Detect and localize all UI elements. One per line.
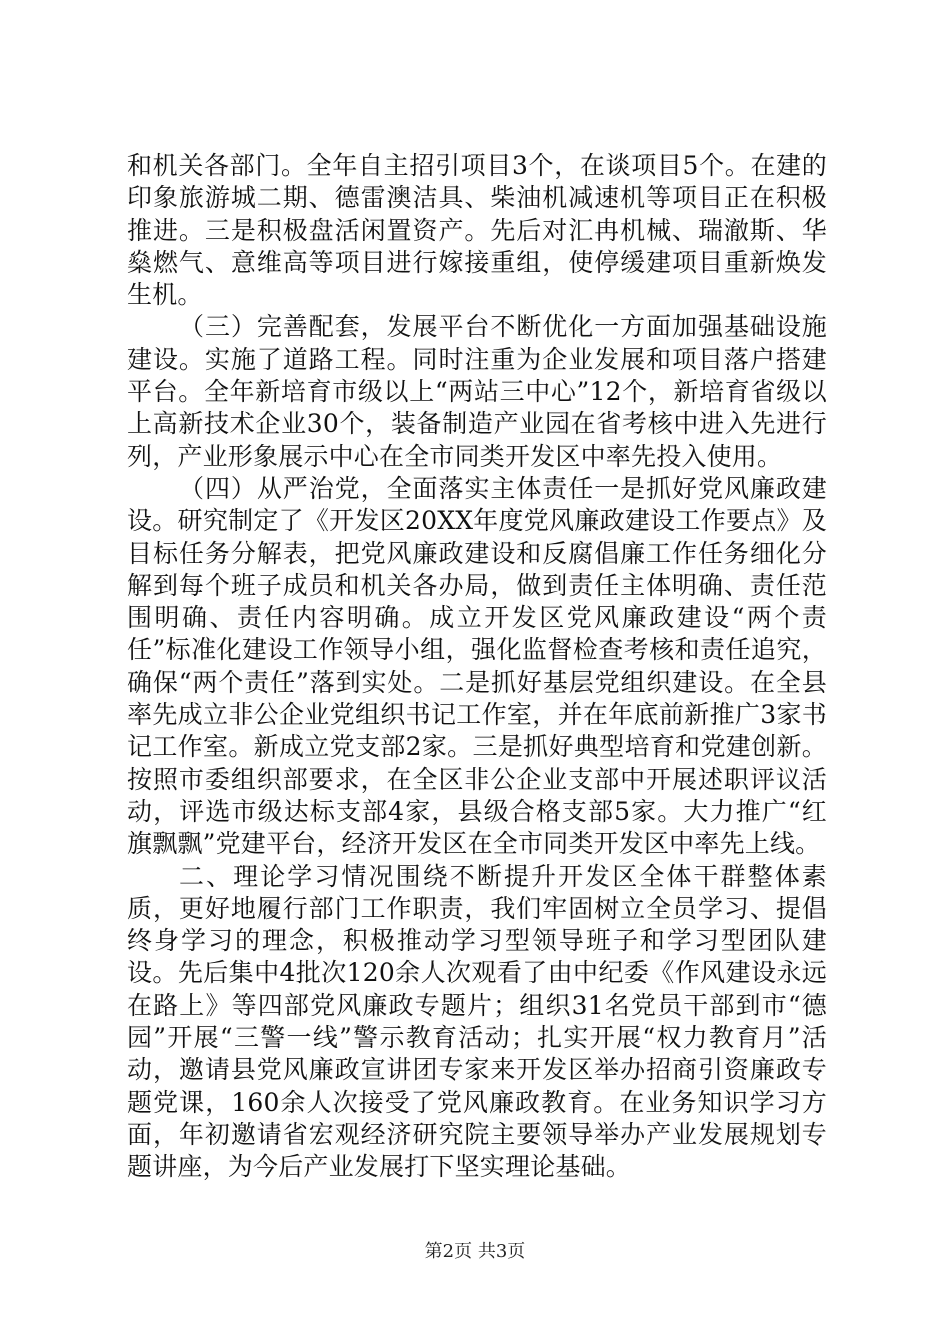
document-body (127, 150, 827, 1184)
paragraph-theory-study: 二、理论学习情况围绕不断提升开发区全体干群整体素质，更好地履行部门工作职责，我们牢固树立全员学习、提倡终身学习的理念，积极推动学习型领导班子和学习型团队建设。先后集中4批次120余人次观看了由中纪委《作风建设永远在路上》等四部党风廉政专题片；组织31名党员干部到市“德园”开展“三警一线”警示教育活动；扎实开展“权力教育月”活动，邀请县党风廉政宣讲团专家来开发区举办招商引资廉政专题党课，160余人次接受了党风廉政教育。在业务知识学习方面，年初邀请省宏观经济研究院主要领导举办产业发展规划专题讲座，为今后产业发展打下坚实理论基础。 (127, 861, 827, 1182)
paragraph-continuation: 和机关各部门。全年自主招引项目3个，在谈项目5个。在建的印象旅游城二期、德雷澳洁具、柴油机减速机等项目正在积极推进。三是积极盘活闲置资产。先后对汇冉机械、瑞澈斯、华燊燃气、意维高等项目进行嫁接重组，使停缓建项目重新焕发生机。 (127, 151, 827, 310)
paragraph-section-three: （三）完善配套，发展平台不断优化一方面加强基础设施建设。实施了道路工程。同时注重为企业发展和项目落户搭建平台。全年新培育市级以上“两站三中心”12个，新培育省级以上高新技术企业30个，装备制造产业园在省考核中进入先进行列，产业形象展示中心在全市同类开发区中率先投入使用。 (127, 312, 827, 471)
paragraph-section-four: （四）从严治党，全面落实主体责任一是抓好党风廉政建设。研究制定了《开发区20XX年度党风廉政建设工作要点》及目标任务分解表，把党风廉政建设和反腐倡廉工作任务细化分解到每个班子成员和机关各办局，做到责任主体明确、责任范围明确、责任内容明确。成立开发区党风廉政建设“两个责任”标准化建设工作领导小组，强化监督检查考核和责任追究，确保“两个责任”落到实处。二是抓好基层党组织建设。在全县率先成立非公企业党组织书记工作室，并在年底前新推广3家书记工作室。新成立党支部2家。三是抓好典型培育和党建创新。按照市委组织部要求，在全区非公企业支部中开展述职评议活动，评选市级达标支部4家，县级合格支部5家。大力推广“红旗飘飘”党建平台，经济开发区在全市同类开发区中率先上线。 (127, 473, 827, 859)
page-footer: 第2页 共3页 (424, 1241, 526, 1262)
